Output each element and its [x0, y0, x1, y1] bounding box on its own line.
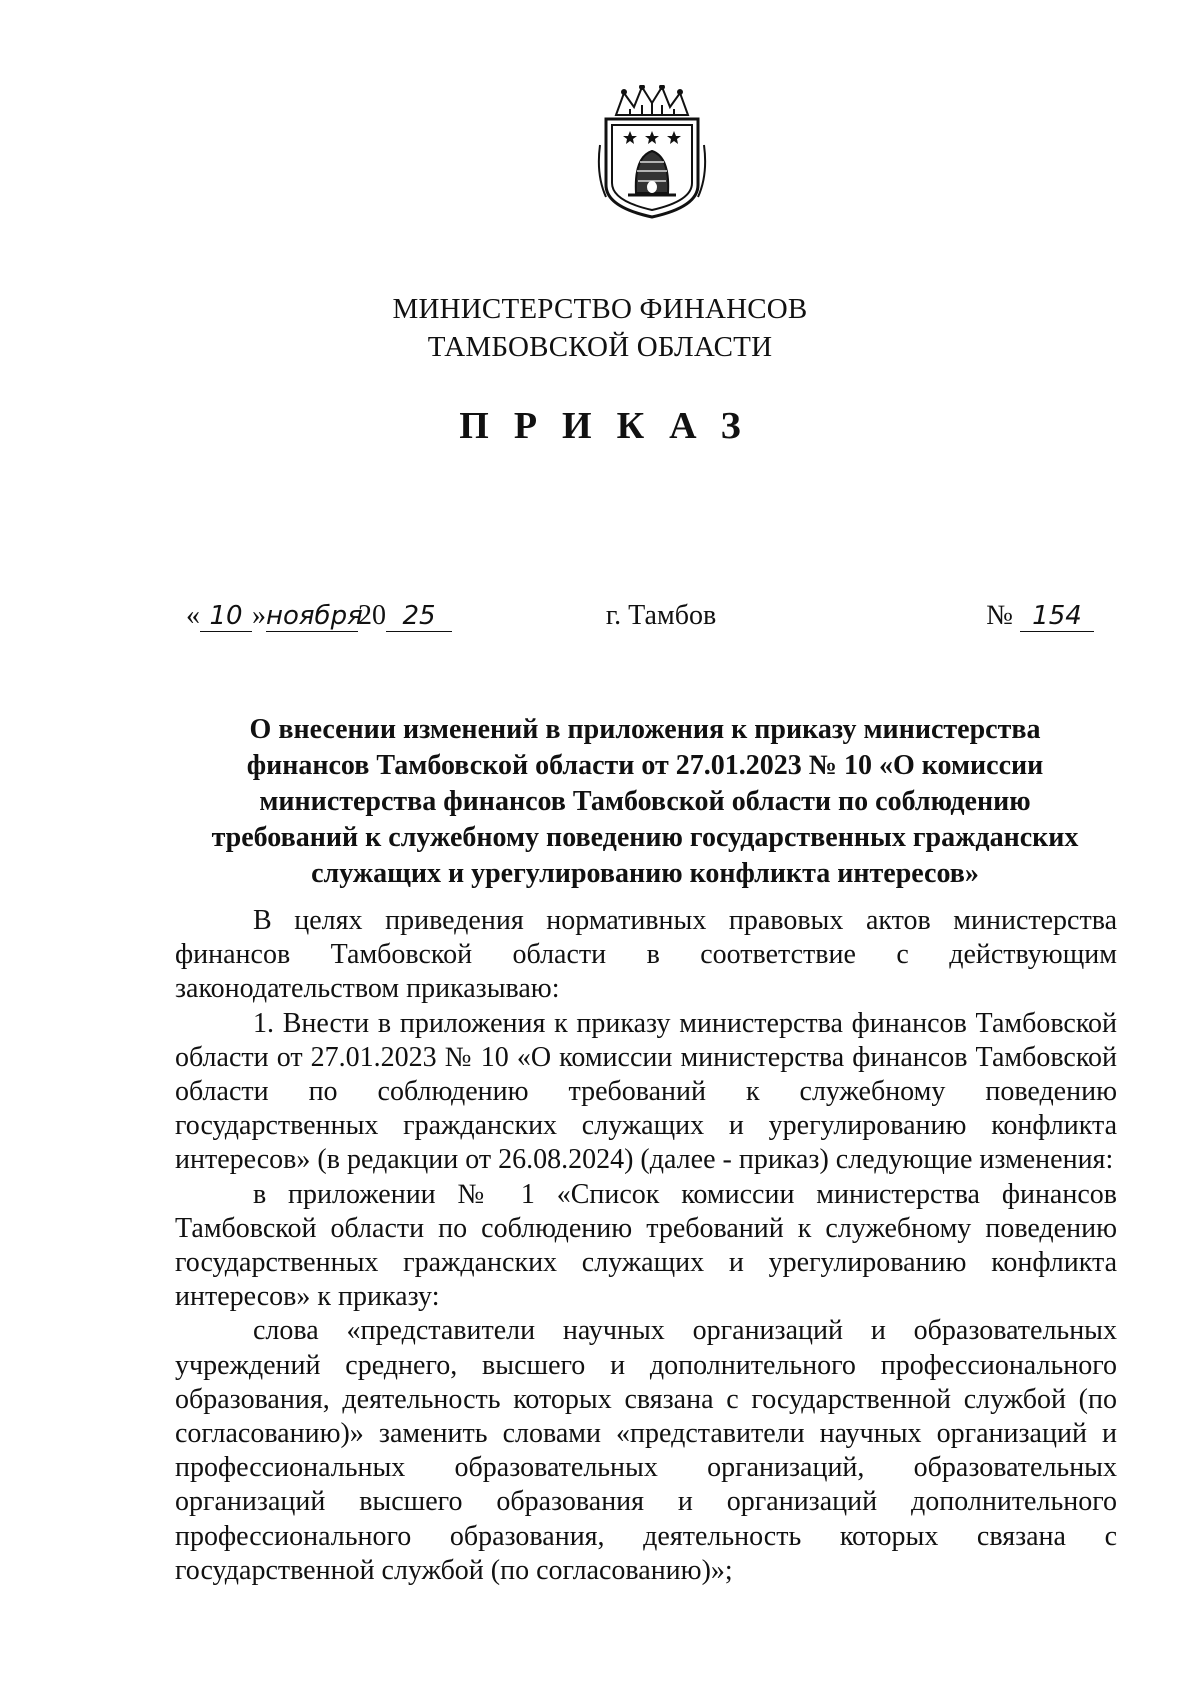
body-paragraph: В целях приведения нормативных правовых актов министерства финансов Тамбовской области в соответствие с действующим законодательством приказываю:	[175, 905, 1117, 1005]
date-month: ноября	[266, 601, 363, 631]
date-number-row	[186, 600, 1106, 640]
ministry-name-line2: ТАМБОВСКОЙ ОБЛАСТИ	[427, 331, 773, 363]
subject-line: О внесении изменений в приложения к приказу министерства	[249, 714, 1041, 745]
body-paragraph: 1. Внести в приложения к приказу министерства финансов Тамбовской области от 27.01.2023 № 10 «О комиссии министерства финансов Тамбовской области по соблюдению требований к служебному поведению государственных гражданских служащих и урегулированию конфликта интересов» (в редакции от 26.08.2024) (далее - приказ) следующие изменения:	[175, 1007, 1117, 1176]
document-date	[186, 600, 452, 632]
date-open-quote: «	[186, 600, 200, 631]
date-year-suffix: 25	[386, 601, 452, 632]
number-value: 154	[1020, 601, 1094, 632]
order-subject	[180, 712, 1110, 892]
subject-line: финансов Тамбовской области от 27.01.2023 № 10 «О комиссии	[246, 750, 1044, 781]
ministry-name-line1: МИНИСТЕРСТВО ФИНАНСОВ	[392, 293, 808, 325]
date-close-quote: »	[252, 600, 266, 631]
coat-of-arms-icon	[592, 85, 712, 220]
document-city: г. Тамбов	[605, 600, 717, 631]
subject-line: министерства финансов Тамбовской области по соблюдению	[259, 786, 1031, 817]
number-sign: №	[986, 600, 1013, 631]
document-type-title: ПРИКАЗ	[459, 405, 766, 447]
subject-line: требований к служебному поведению государственных гражданских	[211, 822, 1079, 853]
date-year-prefix: 20	[358, 600, 386, 631]
order-body	[175, 904, 1117, 1588]
document-number	[986, 600, 1094, 632]
body-paragraph: слова «представители научных организаций и образовательных учреждений среднего, высшего и дополнительного профессионального образования, деятельность которых связана с государственной службой (по согласованию)» заменить словами «представители научных организаций и профессиональных образовательных организаций, образовательных организаций высшего образования и организаций дополнительного профессионального образования, деятельность которых связана с государственной службой (по согласованию)»;	[175, 1315, 1117, 1586]
body-paragraph: в приложении № 1 «Список комиссии министерства финансов Тамбовской области по соблюдению требований к служебному поведению государственных гражданских служащих и урегулированию конфликта интересов» к приказу:	[175, 1178, 1117, 1313]
date-day: 10	[200, 601, 252, 632]
subject-line: служащих и урегулированию конфликта интересов»	[311, 858, 979, 889]
